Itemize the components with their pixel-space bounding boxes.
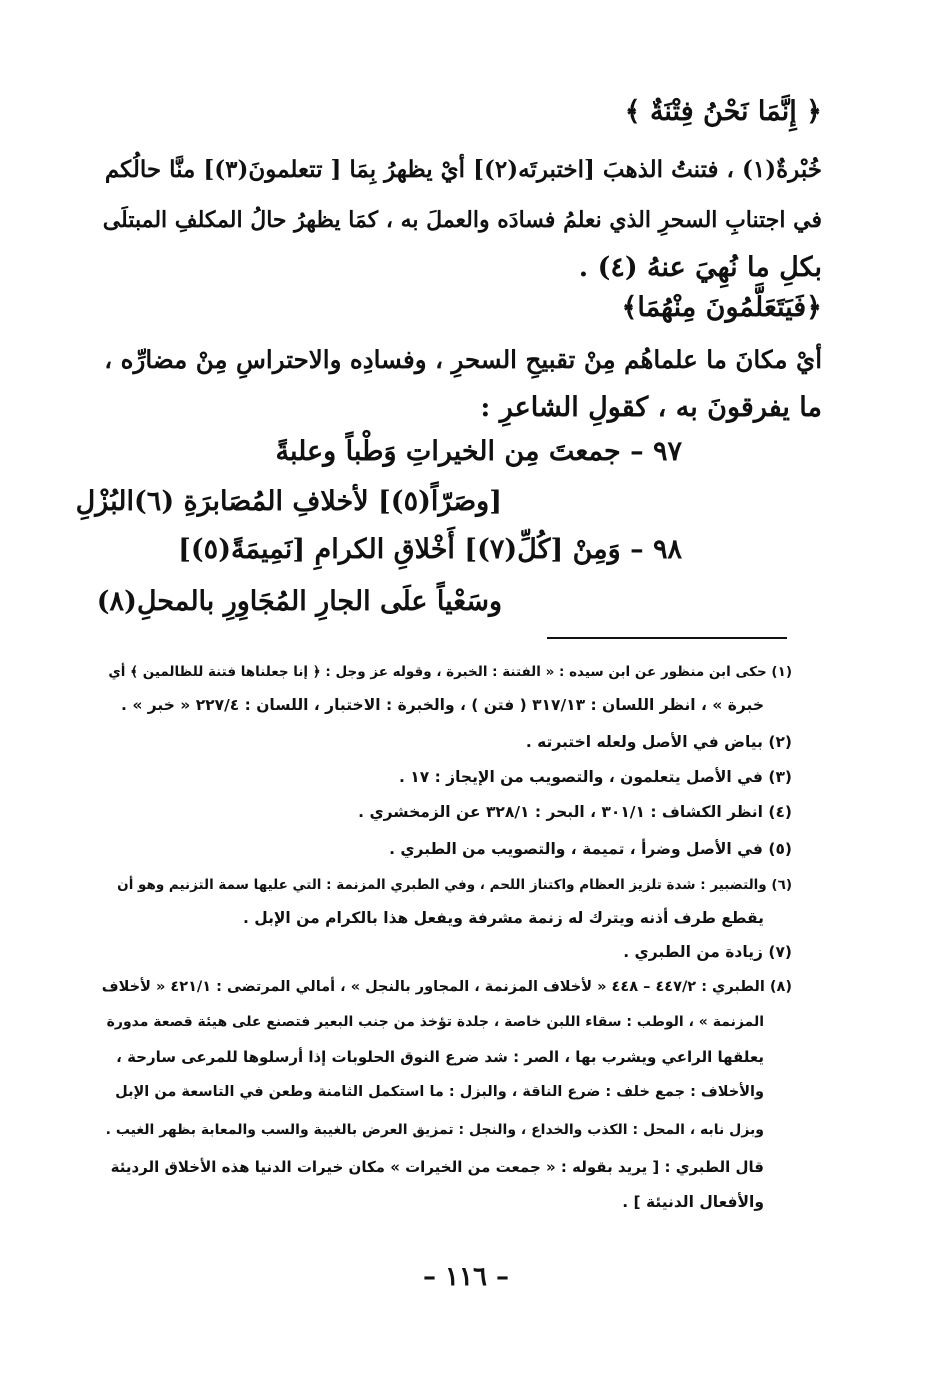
page-number: – ١١٦ – [422, 1262, 510, 1292]
footnote-8-line-2: المزنمة » ، الوطب : سقاء اللبن خاصة ، جلدة تؤخذ من جنب البعير فتصنع على هيئة قصعة مدورة [106, 1014, 764, 1030]
body-line-2: في اجتنابِ السحرِ الذي نعلمُ فسادَه والعملَ به ، كمَا يظهرُ حالُ المكلفِ المبتلَى [102, 207, 822, 233]
footnote-8-line-1: (٨) الطبري : ٤٤٧/٢ – ٤٤٨ « لأخلاف المزنمة ، المجاور بالنجل » ، أمالي المرتضى : ٤٢١/١ « لأخلاف [101, 979, 792, 995]
footnote-divider [547, 637, 787, 639]
verse-97-second-hemistich: [وصَرّاً(٥)] لأخلافِ المُصَابرَةِ (٦)البُزْلِ [75, 486, 502, 517]
footnote-8-line-7: والأفعال الدنيئة ] . [622, 1193, 764, 1211]
footnote-8-line-3: يعلقها الراعي ويشرب بها ، الصر : شد ضرع النوق الحلوبات إذا أرسلوها للمرعى سارحة ، [116, 1048, 764, 1066]
footnote-1-line-1: (١) حكى ابن منظور عن ابن سيده : « الفتنة : الخبرة ، وقوله عز وجل : ﴿ إنا جعلناها فتنة للظالمين ﴾ أي [108, 664, 792, 680]
verse-98-first-hemistich: ٩٨ – وَمِنْ [كُلِّ(٧)] أَخْلاقِ الكرامِ [نَمِيمَةً(٥)] [178, 534, 682, 565]
quran-quote-1: ﴿ إِنَّمَا نَحْنُ فِتْنَةٌ ﴾ [624, 96, 822, 127]
body-line-1: خُبْرةٌ(١) ، فتنتُ الذهبَ [اختبرتَه(٢)] أيْ يظهرُ بِمَا [ تتعلمونَ(٣)] منَّا حالُكم [104, 156, 822, 183]
footnote-7: (٧) زيادة من الطبري . [623, 943, 792, 961]
footnote-6-line-1: (٦) والتضبير : شدة تلزيز العظام واكتناز اللحم ، وفي الطبري المزنمة : التي عليها سمة التزنيم وهو أن [117, 877, 792, 893]
footnote-8-line-4: والأخلاف : جمع خلف : ضرع الناقة ، والبزل : ما استكمل الثامنة وطعن في التاسعة من الإبل [115, 1084, 764, 1100]
footnote-3: (٣) في الأصل يتعلمون ، والتصويب من الإيجاز : ١٧ . [398, 768, 792, 786]
footnote-4: (٤) انظر الكشاف : ٣٠١/١ ، البحر : ٣٢٨/١ عن الزمخشري . [358, 803, 792, 821]
quran-quote-2: ﴿فَيَتَعَلَّمُونَ مِنْهُمَا﴾ [621, 292, 822, 323]
body-line-3: بكلِ ما نُهِيَ عنهُ (٤) . [578, 252, 822, 283]
footnote-2: (٢) بياض في الأصل ولعله اختبرته . [525, 733, 792, 751]
body-line-4: أيْ مكانَ ما علماهُم مِنْ تقبيحِ السحرِ ، وفسادِه والاحتراسِ مِنْ مضارِّه ، [104, 345, 822, 374]
footnote-1-line-2: خبرة » ، انظر اللسان : ٣١٧/١٣ ( فتن ) ، والخبرة : الاختبار ، اللسان : ٢٢٧/٤ « خبر » . [121, 696, 764, 714]
body-line-5: ما يفرقونَ به ، كقولِ الشاعرِ : [480, 392, 822, 423]
footnote-8-line-5: وبزل نابه ، المحل : الكذب والخداع ، والنجل : تمزيق العرض بالغيبة والسب والمعابة بظهر الغيب . [105, 1122, 764, 1138]
verse-97-first-hemistich: ٩٧ – جمعتَ مِن الخيراتِ وَطْباً وعلبةً [275, 436, 682, 467]
footnote-8-line-6: قال الطبري : [ يريد بقوله : « جمعت من الخيرات » مكان خيرات الدنيا هذه الأخلاق الرديئة [110, 1158, 764, 1176]
verse-98-second-hemistich: وسَعْياً علَى الجارِ المُجَاوِرِ بالمحلِ(٨) [96, 586, 502, 617]
footnote-6-line-2: يقطع طرف أذنه ويترك له زنمة مشرفة ويفعل هذا بالكرام من الإبل . [242, 909, 764, 927]
footnote-5: (٥) في الأصل وضرأ ، تميمة ، والتصويب من الطبري . [389, 840, 792, 858]
